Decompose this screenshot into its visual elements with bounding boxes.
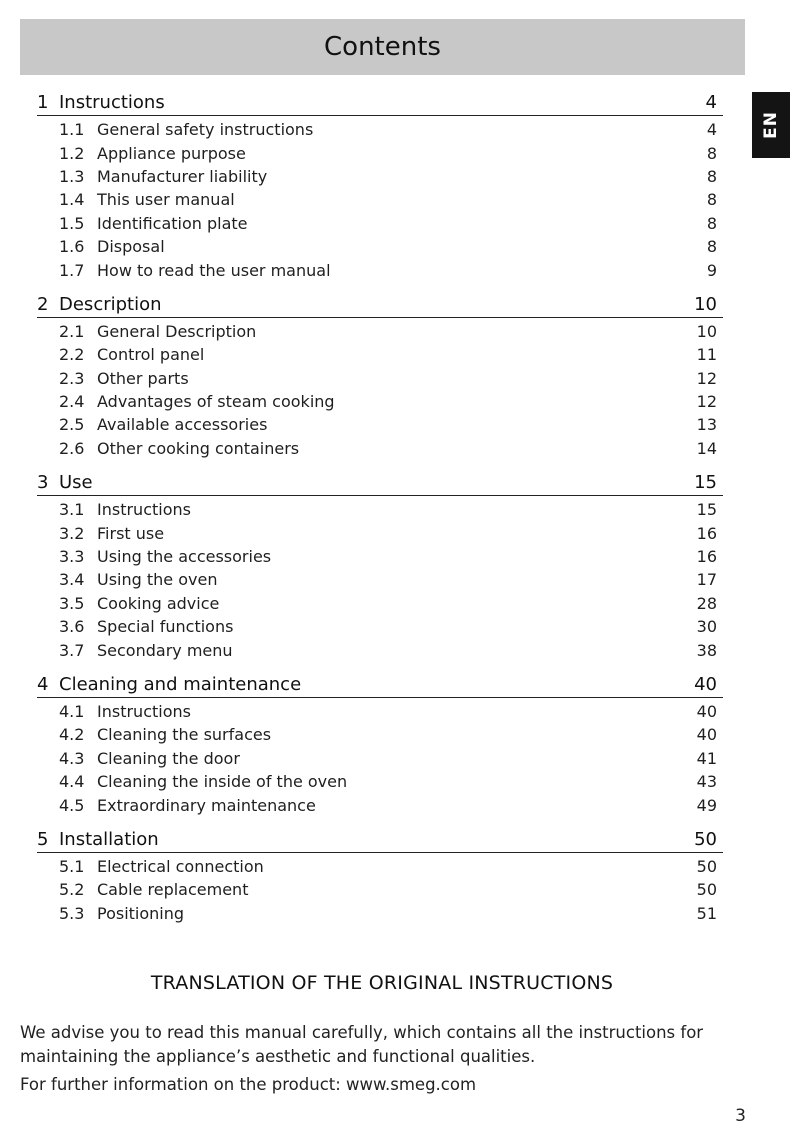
toc-section-page: 10 — [694, 293, 717, 315]
toc-section-title-wrap — [37, 829, 159, 850]
toc-subsection-number: 1.2 — [59, 143, 85, 163]
toc-subsection-item[interactable] — [37, 437, 723, 460]
toc-subsection-number: 1.5 — [59, 213, 85, 233]
toc-subsection-title-wrap — [59, 190, 235, 209]
toc-subsection-number: 5.1 — [59, 856, 85, 876]
toc-subsection-page: 10 — [696, 321, 717, 341]
toc-subsection-title: Cleaning the surfaces — [97, 725, 272, 745]
toc-subsection-title-wrap — [59, 617, 233, 636]
toc-subsection-title-wrap — [59, 500, 191, 519]
toc-subsection-title-wrap — [59, 345, 204, 364]
toc-subsection-item[interactable] — [37, 615, 723, 638]
toc-section — [37, 468, 723, 662]
toc-subsection-item[interactable] — [37, 770, 723, 793]
toc-subsection-title: Advantages of steam cooking — [97, 392, 335, 412]
toc-subsection-page: 8 — [706, 190, 717, 210]
toc-subsection-page: 51 — [696, 903, 717, 923]
toc-subsection-title-wrap — [59, 439, 299, 458]
toc-subsection-number: 2.3 — [59, 368, 85, 388]
toc-subsection-title: First use — [97, 523, 165, 543]
toc-subsection-title: Positioning — [97, 903, 185, 923]
toc-subsection-item[interactable] — [37, 521, 723, 544]
toc-subsection-number: 2.4 — [59, 392, 85, 412]
toc-section — [37, 88, 723, 282]
toc-subsection-number: 2.1 — [59, 321, 85, 341]
toc-subsection-page: 11 — [696, 345, 717, 365]
toc-subsection-title: Other parts — [97, 368, 189, 388]
toc-subsection-title-wrap — [59, 547, 271, 566]
toc-subsection-list — [37, 320, 723, 460]
toc-section-number: 1 — [37, 92, 49, 113]
toc-section — [37, 825, 723, 925]
toc-subsection-page: 8 — [706, 237, 717, 257]
toc-subsection-page: 30 — [696, 617, 717, 637]
toc-section-page: 15 — [694, 472, 717, 494]
toc-section-heading[interactable] — [37, 825, 723, 853]
toc-subsection-item[interactable] — [37, 343, 723, 366]
toc-section-heading[interactable] — [37, 670, 723, 698]
toc-subsection-page: 41 — [696, 748, 717, 768]
toc-subsection-page: 16 — [696, 547, 717, 567]
toc-subsection-page: 49 — [696, 795, 717, 815]
toc-subsection-title-wrap — [59, 392, 335, 411]
toc-subsection-title-wrap — [59, 641, 233, 660]
toc-subsection-page: 40 — [696, 702, 717, 721]
toc-subsection-title: Special functions — [97, 617, 234, 637]
toc-subsection-page: 14 — [696, 438, 717, 458]
toc-subsection-item[interactable] — [37, 413, 723, 436]
toc-subsection-item[interactable] — [37, 118, 723, 141]
toc-subsection-title-wrap — [59, 322, 256, 341]
translation-heading: TRANSLATION OF THE ORIGINAL INSTRUCTIONS — [150, 972, 614, 994]
toc-subsection-title-wrap — [59, 415, 267, 434]
toc-subsection-number: 1.7 — [59, 260, 85, 280]
toc-subsection-title-wrap — [59, 167, 267, 186]
toc-subsection-title-wrap — [59, 904, 184, 923]
toc-subsection-item[interactable] — [37, 793, 723, 816]
toc-subsection-item[interactable] — [37, 320, 723, 343]
toc-subsection-list — [37, 855, 723, 925]
toc-subsection-number: 1.6 — [59, 237, 85, 257]
toc-subsection-title-wrap — [59, 725, 271, 744]
toc-subsection-item[interactable] — [37, 367, 723, 390]
toc-section-title: Installation — [59, 828, 159, 850]
toc-subsection-title: Secondary menu — [97, 640, 233, 660]
toc-subsection-list — [37, 700, 723, 817]
toc-subsection-item[interactable] — [37, 390, 723, 413]
toc-subsection-page: 16 — [696, 523, 717, 543]
toc-subsection-title: Other cooking containers — [97, 438, 300, 458]
toc-subsection-page: 13 — [696, 415, 717, 435]
toc-subsection-number: 5.2 — [59, 880, 85, 900]
toc-subsection-title-wrap — [59, 369, 189, 388]
toc-subsection-number: 3.5 — [59, 593, 85, 613]
toc-section-title-wrap — [37, 472, 93, 493]
toc-subsection-title: This user manual — [97, 190, 235, 210]
toc-subsection-title: Instructions — [97, 702, 191, 721]
toc-subsection-title: Cleaning the inside of the oven — [97, 772, 348, 792]
toc-subsection-item[interactable] — [37, 235, 723, 258]
toc-subsection-number: 3.4 — [59, 570, 85, 590]
toc-subsection-title-wrap — [59, 570, 217, 589]
toc-subsection-number: 2.5 — [59, 415, 85, 435]
toc-section-title-wrap — [37, 674, 301, 695]
toc-subsection-number: 3.7 — [59, 640, 85, 660]
toc-subsection-number: 1.1 — [59, 120, 85, 140]
toc-subsection-title: Electrical connection — [97, 856, 264, 876]
toc-subsection-title-wrap — [59, 796, 316, 815]
toc-subsection-title: Using the accessories — [97, 547, 272, 567]
toc-subsection-title: Cleaning the door — [97, 748, 240, 768]
toc-subsection-item[interactable] — [37, 723, 723, 746]
toc-section-heading[interactable] — [37, 88, 723, 116]
toc-subsection-page: 9 — [706, 260, 717, 280]
toc-subsection-title-wrap — [59, 772, 347, 791]
toc-subsection-number: 2.6 — [59, 438, 85, 458]
toc-subsection-item[interactable] — [37, 165, 723, 188]
toc-subsection-page: 8 — [706, 166, 717, 186]
toc-subsection-page: 28 — [696, 593, 717, 613]
toc-subsection-title: Identification plate — [97, 213, 248, 233]
language-label: EN — [761, 111, 781, 139]
toc-subsection-item[interactable] — [37, 212, 723, 235]
toc-subsection-list — [37, 118, 723, 282]
toc-subsection-page: 15 — [696, 500, 717, 520]
toc-subsection-item[interactable] — [37, 568, 723, 591]
toc-subsection-title-wrap — [59, 237, 165, 256]
toc-subsection-page: 38 — [696, 640, 717, 660]
toc-subsection-page: 50 — [696, 856, 717, 876]
toc-subsection-item[interactable] — [37, 902, 723, 925]
toc-subsection-page: 8 — [706, 143, 717, 163]
toc-subsection-title-wrap — [59, 214, 248, 233]
toc-subsection-title: Appliance purpose — [97, 143, 246, 163]
toc-subsection-title: Extraordinary maintenance — [97, 795, 316, 815]
toc-section-title: Instructions — [59, 92, 165, 113]
toc-section-title: Description — [59, 293, 162, 315]
toc-subsection-page: 17 — [696, 570, 717, 590]
toc-subsection-title: Cooking advice — [97, 593, 220, 613]
toc-section-heading[interactable] — [37, 468, 723, 496]
toc-section-title: Cleaning and maintenance — [59, 673, 302, 695]
toc-subsection-page: 50 — [696, 880, 717, 900]
toc-subsection-title: Control panel — [97, 345, 205, 365]
toc-subsection-title: Instructions — [97, 500, 191, 520]
toc-subsection-title: Using the oven — [97, 570, 218, 590]
toc-subsection-number: 3.1 — [59, 500, 85, 520]
toc-subsection-title: How to read the user manual — [97, 260, 331, 280]
toc-section-page: 50 — [694, 828, 717, 850]
toc-subsection-item[interactable] — [37, 747, 723, 770]
toc-subsection-page: 40 — [696, 725, 717, 745]
toc-subsection-number: 4.5 — [59, 795, 85, 815]
toc-subsection-number: 4.2 — [59, 725, 85, 745]
toc-subsection-title: Manufacturer liability — [97, 166, 268, 186]
toc-subsection-number: 4.3 — [59, 748, 85, 768]
toc-subsection-number: 1.4 — [59, 190, 85, 210]
toc-subsection-list — [37, 498, 723, 662]
toc-subsection-page: 4 — [706, 120, 717, 140]
toc-subsection-item[interactable] — [37, 700, 723, 723]
toc-section-title-wrap — [37, 92, 165, 113]
toc-subsection-title-wrap — [59, 702, 191, 721]
toc-section — [37, 670, 723, 817]
toc-subsection-page: 12 — [696, 368, 717, 388]
language-tab — [752, 92, 790, 158]
page-title: Contents — [324, 32, 441, 62]
toc-subsection-title-wrap — [59, 261, 331, 280]
toc-subsection-title-wrap — [59, 120, 313, 139]
toc-subsection-number: 4.4 — [59, 772, 85, 792]
toc-subsection-number: 2.2 — [59, 345, 85, 365]
toc-subsection-item[interactable] — [37, 258, 723, 281]
toc-subsection-number: 3.2 — [59, 523, 85, 543]
toc-subsection-title: General Description — [97, 321, 257, 341]
toc-subsection-page: 43 — [696, 772, 717, 792]
advice-paragraph: We advise you to read this manual carefully, which contains all the instructions for maintaining the appliance’s aesthetic and functional qualities. — [20, 1023, 704, 1066]
toc-subsection-page: 12 — [696, 392, 717, 412]
toc-subsection-item[interactable] — [37, 878, 723, 901]
toc-subsection-number: 3.3 — [59, 547, 85, 567]
toc-subsection-number: 1.3 — [59, 166, 85, 186]
toc-subsection-item[interactable] — [37, 545, 723, 568]
toc-subsection-item[interactable] — [37, 188, 723, 211]
toc-subsection-number: 5.3 — [59, 903, 85, 923]
toc-subsection-number: 3.6 — [59, 617, 85, 637]
toc-subsection-title: Available accessories — [97, 415, 268, 435]
toc-section-page: 4 — [705, 92, 717, 113]
toc-section — [37, 290, 723, 460]
toc-subsection-title-wrap — [59, 524, 164, 543]
toc-subsection-item[interactable] — [37, 855, 723, 878]
toc-subsection-title: Cable replacement — [97, 880, 249, 900]
toc-section-number: 4 — [37, 673, 49, 695]
toc-subsection-title: Disposal — [97, 237, 165, 257]
toc-subsection-item[interactable] — [37, 498, 723, 521]
toc-subsection-title-wrap — [59, 880, 248, 899]
toc-section-title-wrap — [37, 294, 162, 315]
toc-subsection-title-wrap — [59, 144, 246, 163]
toc-subsection-item[interactable] — [37, 592, 723, 615]
toc-section-page: 40 — [694, 673, 717, 695]
website-paragraph: For further information on the product: www.smeg.com — [20, 1075, 477, 1094]
toc-section-title: Use — [59, 472, 93, 494]
toc-subsection-number: 4.1 — [59, 702, 85, 721]
toc-section-number: 2 — [37, 293, 49, 315]
toc-subsection-title-wrap — [59, 594, 219, 613]
page-number: 3 — [735, 1106, 746, 1126]
contents-banner — [20, 19, 745, 75]
toc-section-heading[interactable] — [37, 290, 723, 318]
toc-subsection-item[interactable] — [37, 141, 723, 164]
table-of-contents — [37, 88, 723, 933]
toc-subsection-title-wrap — [59, 857, 264, 876]
toc-section-number: 3 — [37, 472, 49, 494]
toc-section-number: 5 — [37, 828, 49, 850]
toc-subsection-page: 8 — [706, 213, 717, 233]
toc-subsection-item[interactable] — [37, 638, 723, 661]
toc-subsection-title: General safety instructions — [97, 120, 314, 140]
toc-subsection-title-wrap — [59, 749, 240, 768]
